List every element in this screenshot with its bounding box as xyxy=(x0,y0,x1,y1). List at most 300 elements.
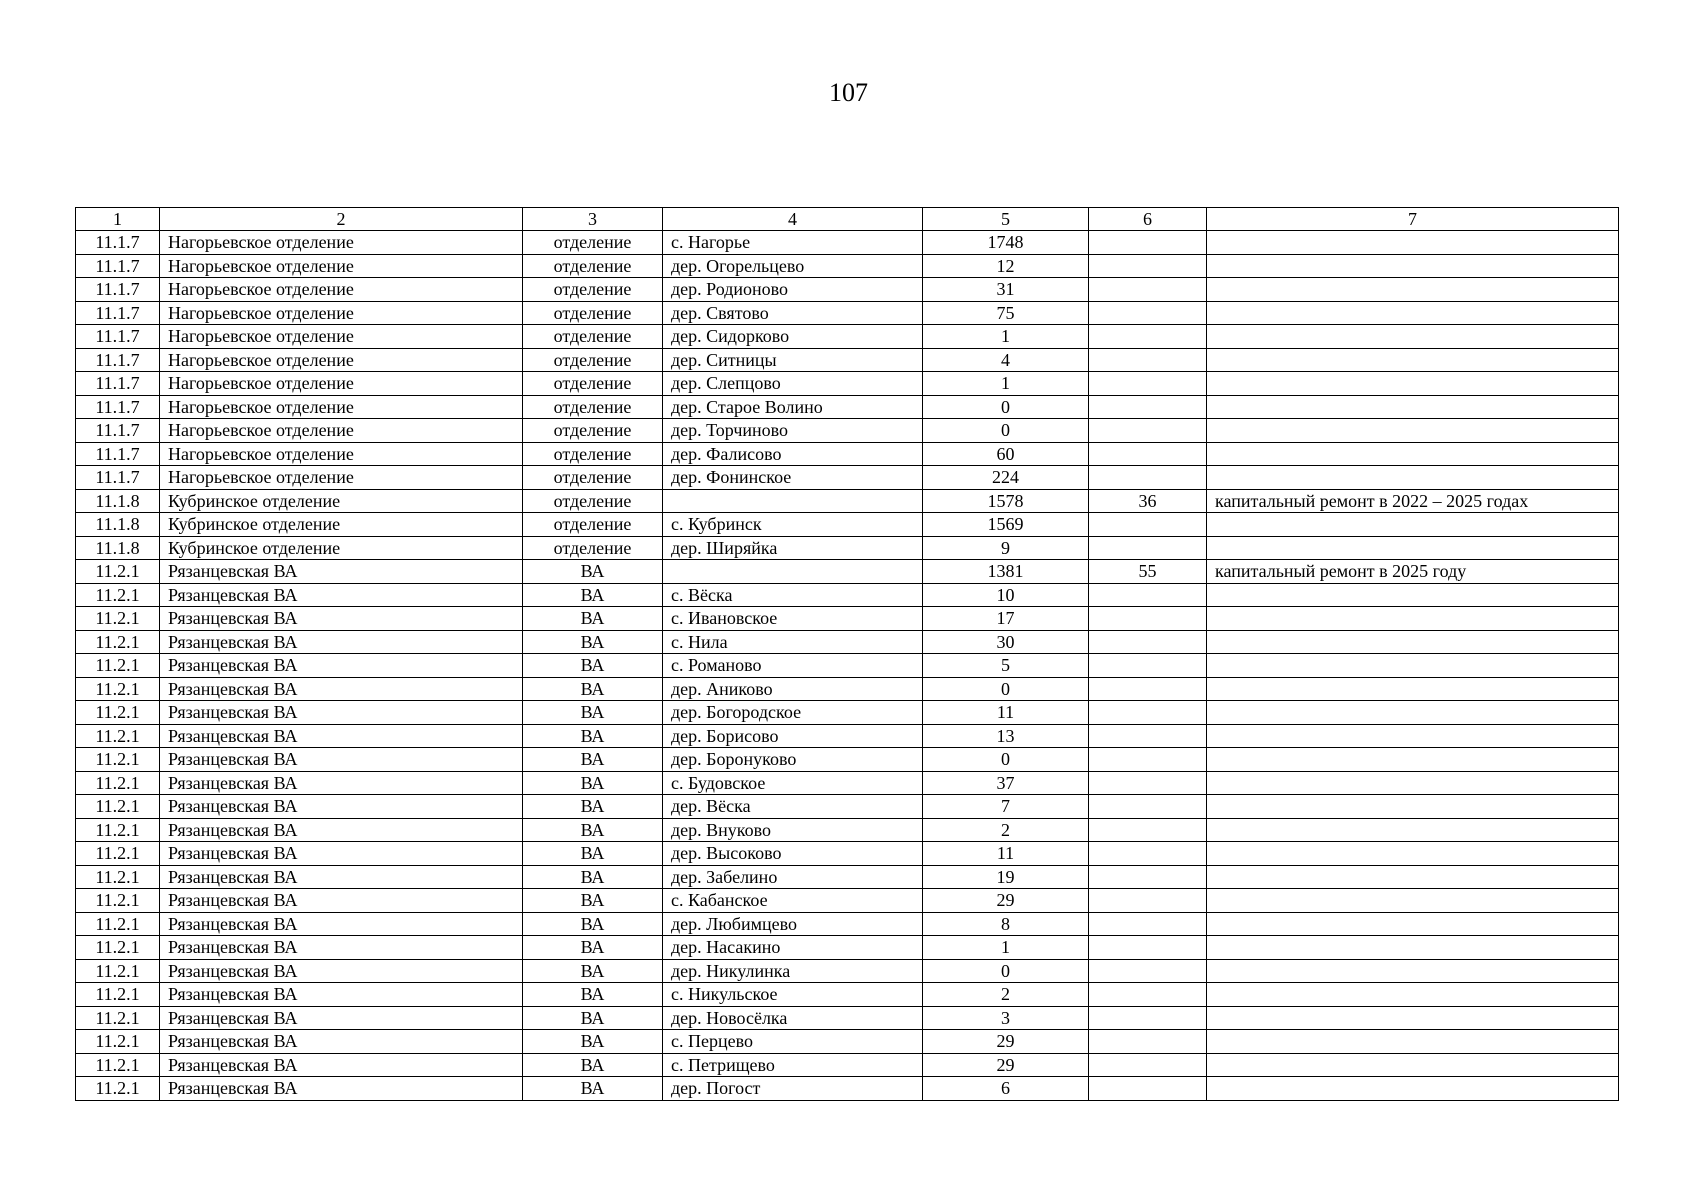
population-cell: 5 xyxy=(923,654,1089,678)
unit-name-cell: Рязанцевская ВА xyxy=(160,583,523,607)
value-cell xyxy=(1089,865,1207,889)
value-cell xyxy=(1089,912,1207,936)
note-cell xyxy=(1207,301,1619,325)
row-code-cell: 11.1.7 xyxy=(76,301,160,325)
table-row xyxy=(76,372,1619,396)
unit-name-cell: Рязанцевская ВА xyxy=(160,654,523,678)
settlement-cell: с. Никульское xyxy=(663,983,923,1007)
settlement-cell: дер. Ситницы xyxy=(663,348,923,372)
row-code-cell: 11.2.1 xyxy=(76,842,160,866)
row-code-cell: 11.1.7 xyxy=(76,325,160,349)
settlement-cell: с. Вёска xyxy=(663,583,923,607)
unit-name-cell: Кубринское отделение xyxy=(160,513,523,537)
unit-name-cell: Нагорьевское отделение xyxy=(160,419,523,443)
row-code-cell: 11.1.7 xyxy=(76,231,160,255)
row-code-cell: 11.2.1 xyxy=(76,889,160,913)
value-cell xyxy=(1089,701,1207,725)
note-cell xyxy=(1207,536,1619,560)
table-row xyxy=(76,865,1619,889)
settlement-cell: дер. Богородское xyxy=(663,701,923,725)
value-cell xyxy=(1089,325,1207,349)
table-row xyxy=(76,1053,1619,1077)
unit-name-cell: Рязанцевская ВА xyxy=(160,959,523,983)
column-header: 7 xyxy=(1207,208,1619,231)
settlement-cell: дер. Насакино xyxy=(663,936,923,960)
unit-type-cell: отделение xyxy=(523,348,663,372)
value-cell: 55 xyxy=(1089,560,1207,584)
note-cell xyxy=(1207,912,1619,936)
note-cell: капитальный ремонт в 2025 году xyxy=(1207,560,1619,584)
row-code-cell: 11.1.8 xyxy=(76,513,160,537)
note-cell xyxy=(1207,795,1619,819)
column-header: 6 xyxy=(1089,208,1207,231)
value-cell xyxy=(1089,1053,1207,1077)
note-cell xyxy=(1207,513,1619,537)
note-cell xyxy=(1207,818,1619,842)
note-cell xyxy=(1207,1077,1619,1101)
note-cell xyxy=(1207,395,1619,419)
settlement-cell: дер. Забелино xyxy=(663,865,923,889)
unit-type-cell: ВА xyxy=(523,795,663,819)
row-code-cell: 11.1.7 xyxy=(76,395,160,419)
population-cell: 1748 xyxy=(923,231,1089,255)
column-header: 2 xyxy=(160,208,523,231)
settlement-cell xyxy=(663,560,923,584)
unit-name-cell: Рязанцевская ВА xyxy=(160,795,523,819)
unit-name-cell: Нагорьевское отделение xyxy=(160,395,523,419)
note-cell: капитальный ремонт в 2022 – 2025 годах xyxy=(1207,489,1619,513)
row-code-cell: 11.2.1 xyxy=(76,1053,160,1077)
row-code-cell: 11.2.1 xyxy=(76,607,160,631)
table-row xyxy=(76,513,1619,537)
table-row xyxy=(76,442,1619,466)
unit-type-cell: ВА xyxy=(523,936,663,960)
unit-name-cell: Рязанцевская ВА xyxy=(160,677,523,701)
note-cell xyxy=(1207,583,1619,607)
row-code-cell: 11.2.1 xyxy=(76,1030,160,1054)
population-cell: 1 xyxy=(923,325,1089,349)
unit-type-cell: ВА xyxy=(523,1053,663,1077)
note-cell xyxy=(1207,959,1619,983)
row-code-cell: 11.1.7 xyxy=(76,372,160,396)
population-cell: 19 xyxy=(923,865,1089,889)
note-cell xyxy=(1207,654,1619,678)
note-cell xyxy=(1207,1006,1619,1030)
row-code-cell: 11.2.1 xyxy=(76,1006,160,1030)
table-row xyxy=(76,583,1619,607)
settlement-cell: дер. Огорельцево xyxy=(663,254,923,278)
unit-name-cell: Кубринское отделение xyxy=(160,489,523,513)
settlement-cell: с. Романово xyxy=(663,654,923,678)
population-cell: 0 xyxy=(923,959,1089,983)
value-cell xyxy=(1089,419,1207,443)
population-cell: 12 xyxy=(923,254,1089,278)
unit-type-cell: ВА xyxy=(523,1006,663,1030)
table-row xyxy=(76,771,1619,795)
table-row xyxy=(76,912,1619,936)
unit-name-cell: Нагорьевское отделение xyxy=(160,325,523,349)
value-cell xyxy=(1089,442,1207,466)
table-row xyxy=(76,1030,1619,1054)
row-code-cell: 11.2.1 xyxy=(76,583,160,607)
unit-name-cell: Рязанцевская ВА xyxy=(160,818,523,842)
unit-name-cell: Рязанцевская ВА xyxy=(160,771,523,795)
settlement-cell: дер. Святово xyxy=(663,301,923,325)
value-cell: 36 xyxy=(1089,489,1207,513)
table-row xyxy=(76,936,1619,960)
value-cell xyxy=(1089,959,1207,983)
value-cell xyxy=(1089,607,1207,631)
row-code-cell: 11.1.7 xyxy=(76,419,160,443)
unit-name-cell: Рязанцевская ВА xyxy=(160,1077,523,1101)
value-cell xyxy=(1089,983,1207,1007)
population-cell: 3 xyxy=(923,1006,1089,1030)
unit-type-cell: ВА xyxy=(523,654,663,678)
table-row xyxy=(76,677,1619,701)
unit-type-cell: отделение xyxy=(523,325,663,349)
value-cell xyxy=(1089,889,1207,913)
population-cell: 29 xyxy=(923,1030,1089,1054)
population-cell: 2 xyxy=(923,983,1089,1007)
settlement-cell: с. Нагорье xyxy=(663,231,923,255)
table-row xyxy=(76,630,1619,654)
note-cell xyxy=(1207,419,1619,443)
unit-name-cell: Нагорьевское отделение xyxy=(160,442,523,466)
settlement-cell: с. Будовское xyxy=(663,771,923,795)
table-row xyxy=(76,1077,1619,1101)
unit-name-cell: Рязанцевская ВА xyxy=(160,912,523,936)
settlement-cell: дер. Внуково xyxy=(663,818,923,842)
settlement-cell: дер. Старое Волино xyxy=(663,395,923,419)
population-cell: 29 xyxy=(923,889,1089,913)
table-body xyxy=(76,231,1619,1101)
table-row xyxy=(76,701,1619,725)
population-cell: 37 xyxy=(923,771,1089,795)
column-header: 1 xyxy=(76,208,160,231)
unit-type-cell: отделение xyxy=(523,301,663,325)
row-code-cell: 11.2.1 xyxy=(76,677,160,701)
row-code-cell: 11.2.1 xyxy=(76,912,160,936)
unit-type-cell: ВА xyxy=(523,724,663,748)
population-cell: 11 xyxy=(923,842,1089,866)
unit-type-cell: отделение xyxy=(523,372,663,396)
population-cell: 6 xyxy=(923,1077,1089,1101)
settlement-cell: с. Нила xyxy=(663,630,923,654)
settlement-cell: дер. Новосёлка xyxy=(663,1006,923,1030)
population-cell: 1 xyxy=(923,936,1089,960)
column-header: 5 xyxy=(923,208,1089,231)
value-cell xyxy=(1089,583,1207,607)
note-cell xyxy=(1207,254,1619,278)
settlement-cell: дер. Сидорково xyxy=(663,325,923,349)
value-cell xyxy=(1089,536,1207,560)
population-cell: 1578 xyxy=(923,489,1089,513)
settlement-cell: дер. Фалисово xyxy=(663,442,923,466)
unit-name-cell: Нагорьевское отделение xyxy=(160,231,523,255)
unit-type-cell: ВА xyxy=(523,771,663,795)
table-row xyxy=(76,959,1619,983)
value-cell xyxy=(1089,795,1207,819)
population-cell: 1 xyxy=(923,372,1089,396)
population-cell: 224 xyxy=(923,466,1089,490)
settlement-cell: дер. Слепцово xyxy=(663,372,923,396)
value-cell xyxy=(1089,724,1207,748)
population-cell: 29 xyxy=(923,1053,1089,1077)
unit-type-cell: ВА xyxy=(523,1030,663,1054)
note-cell xyxy=(1207,1030,1619,1054)
table-row xyxy=(76,842,1619,866)
settlement-cell xyxy=(663,489,923,513)
population-cell: 4 xyxy=(923,348,1089,372)
unit-name-cell: Рязанцевская ВА xyxy=(160,607,523,631)
note-cell xyxy=(1207,983,1619,1007)
row-code-cell: 11.2.1 xyxy=(76,959,160,983)
unit-name-cell: Рязанцевская ВА xyxy=(160,1006,523,1030)
unit-type-cell: ВА xyxy=(523,959,663,983)
unit-name-cell: Нагорьевское отделение xyxy=(160,301,523,325)
settlement-cell: дер. Ширяйка xyxy=(663,536,923,560)
unit-name-cell: Рязанцевская ВА xyxy=(160,936,523,960)
table-row xyxy=(76,395,1619,419)
note-cell xyxy=(1207,607,1619,631)
settlement-cell: дер. Торчиново xyxy=(663,419,923,443)
unit-name-cell: Кубринское отделение xyxy=(160,536,523,560)
unit-type-cell: ВА xyxy=(523,842,663,866)
note-cell xyxy=(1207,442,1619,466)
unit-type-cell: ВА xyxy=(523,583,663,607)
row-code-cell: 11.2.1 xyxy=(76,936,160,960)
table-row xyxy=(76,818,1619,842)
value-cell xyxy=(1089,231,1207,255)
unit-type-cell: ВА xyxy=(523,607,663,631)
value-cell xyxy=(1089,842,1207,866)
row-code-cell: 11.2.1 xyxy=(76,701,160,725)
unit-name-cell: Рязанцевская ВА xyxy=(160,630,523,654)
population-cell: 0 xyxy=(923,395,1089,419)
population-cell: 2 xyxy=(923,818,1089,842)
unit-name-cell: Нагорьевское отделение xyxy=(160,254,523,278)
unit-type-cell: ВА xyxy=(523,1077,663,1101)
table-row xyxy=(76,254,1619,278)
table-row xyxy=(76,607,1619,631)
value-cell xyxy=(1089,1030,1207,1054)
page-number: 107 xyxy=(829,78,868,107)
value-cell xyxy=(1089,677,1207,701)
row-code-cell: 11.1.8 xyxy=(76,489,160,513)
table-row xyxy=(76,419,1619,443)
unit-type-cell: ВА xyxy=(523,630,663,654)
settlement-cell: дер. Родионово xyxy=(663,278,923,302)
row-code-cell: 11.1.8 xyxy=(76,536,160,560)
note-cell xyxy=(1207,348,1619,372)
settlement-cell: дер. Аниково xyxy=(663,677,923,701)
population-cell: 13 xyxy=(923,724,1089,748)
table-header-row xyxy=(76,208,1619,231)
note-cell xyxy=(1207,677,1619,701)
value-cell xyxy=(1089,395,1207,419)
unit-name-cell: Рязанцевская ВА xyxy=(160,560,523,584)
population-cell: 31 xyxy=(923,278,1089,302)
value-cell xyxy=(1089,654,1207,678)
settlement-cell: дер. Никулинка xyxy=(663,959,923,983)
population-cell: 1381 xyxy=(923,560,1089,584)
unit-type-cell: ВА xyxy=(523,701,663,725)
unit-name-cell: Рязанцевская ВА xyxy=(160,748,523,772)
unit-name-cell: Нагорьевское отделение xyxy=(160,372,523,396)
unit-name-cell: Рязанцевская ВА xyxy=(160,865,523,889)
settlement-cell: дер. Фонинское xyxy=(663,466,923,490)
settlement-cell: дер. Борисово xyxy=(663,724,923,748)
row-code-cell: 11.2.1 xyxy=(76,654,160,678)
row-code-cell: 11.2.1 xyxy=(76,771,160,795)
table-row xyxy=(76,348,1619,372)
note-cell xyxy=(1207,936,1619,960)
value-cell xyxy=(1089,936,1207,960)
population-cell: 10 xyxy=(923,583,1089,607)
population-cell: 8 xyxy=(923,912,1089,936)
unit-name-cell: Рязанцевская ВА xyxy=(160,1053,523,1077)
population-cell: 9 xyxy=(923,536,1089,560)
table-row xyxy=(76,889,1619,913)
unit-type-cell: отделение xyxy=(523,513,663,537)
row-code-cell: 11.1.7 xyxy=(76,254,160,278)
column-header: 3 xyxy=(523,208,663,231)
note-cell xyxy=(1207,630,1619,654)
table-row xyxy=(76,231,1619,255)
value-cell xyxy=(1089,1006,1207,1030)
unit-type-cell: отделение xyxy=(523,489,663,513)
row-code-cell: 11.2.1 xyxy=(76,560,160,584)
unit-name-cell: Рязанцевская ВА xyxy=(160,983,523,1007)
unit-type-cell: ВА xyxy=(523,983,663,1007)
population-cell: 60 xyxy=(923,442,1089,466)
note-cell xyxy=(1207,278,1619,302)
population-cell: 17 xyxy=(923,607,1089,631)
note-cell xyxy=(1207,889,1619,913)
table-row xyxy=(76,278,1619,302)
note-cell xyxy=(1207,701,1619,725)
table-row xyxy=(76,466,1619,490)
note-cell xyxy=(1207,865,1619,889)
unit-type-cell: ВА xyxy=(523,560,663,584)
value-cell xyxy=(1089,278,1207,302)
population-cell: 1569 xyxy=(923,513,1089,537)
value-cell xyxy=(1089,466,1207,490)
settlement-cell: с. Ивановское xyxy=(663,607,923,631)
column-header: 4 xyxy=(663,208,923,231)
settlement-cell: с. Петрищево xyxy=(663,1053,923,1077)
row-code-cell: 11.2.1 xyxy=(76,630,160,654)
unit-type-cell: отделение xyxy=(523,419,663,443)
row-code-cell: 11.1.7 xyxy=(76,278,160,302)
note-cell xyxy=(1207,231,1619,255)
note-cell xyxy=(1207,724,1619,748)
table-row xyxy=(76,748,1619,772)
row-code-cell: 11.1.7 xyxy=(76,442,160,466)
note-cell xyxy=(1207,748,1619,772)
row-code-cell: 11.2.1 xyxy=(76,748,160,772)
note-cell xyxy=(1207,1053,1619,1077)
value-cell xyxy=(1089,1077,1207,1101)
unit-name-cell: Нагорьевское отделение xyxy=(160,466,523,490)
row-code-cell: 11.2.1 xyxy=(76,1077,160,1101)
unit-type-cell: отделение xyxy=(523,442,663,466)
settlement-cell: дер. Вёска xyxy=(663,795,923,819)
population-cell: 0 xyxy=(923,748,1089,772)
table-row xyxy=(76,795,1619,819)
value-cell xyxy=(1089,818,1207,842)
table-row xyxy=(76,301,1619,325)
value-cell xyxy=(1089,513,1207,537)
unit-type-cell: ВА xyxy=(523,818,663,842)
value-cell xyxy=(1089,748,1207,772)
row-code-cell: 11.1.7 xyxy=(76,466,160,490)
unit-name-cell: Рязанцевская ВА xyxy=(160,842,523,866)
settlement-cell: дер. Боронуково xyxy=(663,748,923,772)
row-code-cell: 11.2.1 xyxy=(76,795,160,819)
note-cell xyxy=(1207,372,1619,396)
value-cell xyxy=(1089,348,1207,372)
settlements-table xyxy=(75,207,1619,1101)
table-row xyxy=(76,489,1619,513)
settlement-cell: дер. Высоково xyxy=(663,842,923,866)
unit-name-cell: Рязанцевская ВА xyxy=(160,1030,523,1054)
unit-type-cell: отделение xyxy=(523,278,663,302)
settlement-cell: с. Кубринск xyxy=(663,513,923,537)
unit-type-cell: отделение xyxy=(523,395,663,419)
row-code-cell: 11.1.7 xyxy=(76,348,160,372)
population-cell: 30 xyxy=(923,630,1089,654)
unit-name-cell: Нагорьевское отделение xyxy=(160,348,523,372)
unit-name-cell: Рязанцевская ВА xyxy=(160,724,523,748)
row-code-cell: 11.2.1 xyxy=(76,818,160,842)
unit-type-cell: отделение xyxy=(523,254,663,278)
settlement-cell: дер. Погост xyxy=(663,1077,923,1101)
table-row xyxy=(76,325,1619,349)
value-cell xyxy=(1089,254,1207,278)
row-code-cell: 11.2.1 xyxy=(76,724,160,748)
population-cell: 7 xyxy=(923,795,1089,819)
unit-name-cell: Нагорьевское отделение xyxy=(160,278,523,302)
table-row xyxy=(76,654,1619,678)
table-row xyxy=(76,983,1619,1007)
population-cell: 0 xyxy=(923,677,1089,701)
population-cell: 0 xyxy=(923,419,1089,443)
unit-name-cell: Рязанцевская ВА xyxy=(160,889,523,913)
value-cell xyxy=(1089,771,1207,795)
table-row xyxy=(76,1006,1619,1030)
row-code-cell: 11.2.1 xyxy=(76,865,160,889)
note-cell xyxy=(1207,325,1619,349)
row-code-cell: 11.2.1 xyxy=(76,983,160,1007)
unit-type-cell: отделение xyxy=(523,536,663,560)
value-cell xyxy=(1089,372,1207,396)
unit-type-cell: ВА xyxy=(523,912,663,936)
settlement-cell: с. Перцево xyxy=(663,1030,923,1054)
unit-type-cell: ВА xyxy=(523,748,663,772)
note-cell xyxy=(1207,466,1619,490)
unit-name-cell: Рязанцевская ВА xyxy=(160,701,523,725)
population-cell: 75 xyxy=(923,301,1089,325)
table-row xyxy=(76,560,1619,584)
unit-type-cell: ВА xyxy=(523,889,663,913)
unit-type-cell: ВА xyxy=(523,677,663,701)
table-row xyxy=(76,724,1619,748)
unit-type-cell: отделение xyxy=(523,231,663,255)
table-row xyxy=(76,536,1619,560)
unit-type-cell: отделение xyxy=(523,466,663,490)
settlement-cell: с. Кабанское xyxy=(663,889,923,913)
